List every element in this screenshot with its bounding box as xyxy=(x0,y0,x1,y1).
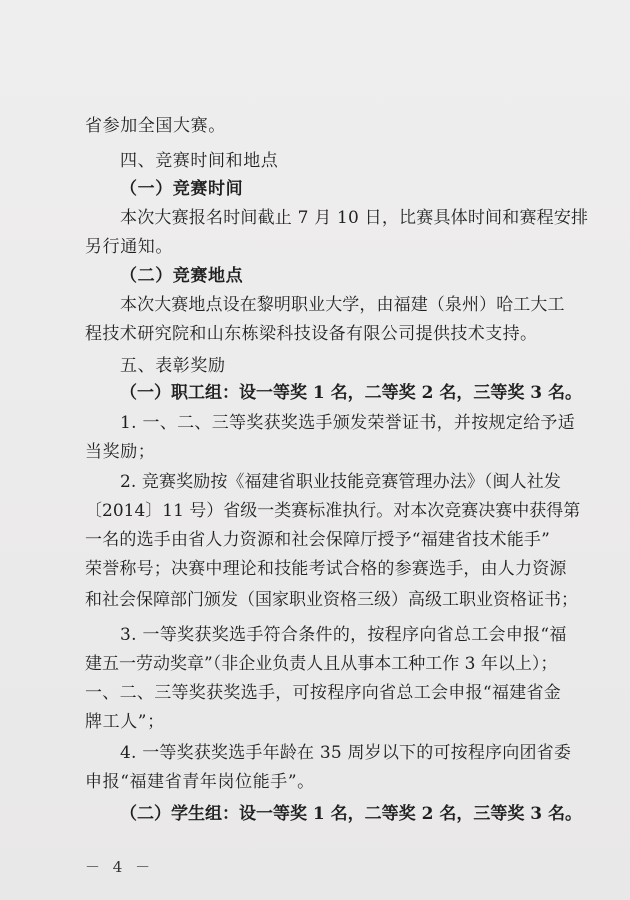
paragraph-line: 一、二、三等奖获奖选手，可按程序向省总工会申报“福建省金 xyxy=(85,683,562,703)
paragraph-line: 程技术研究院和山东栋梁科技设备有限公司提供技术支持。 xyxy=(85,324,538,344)
paragraph-line: 本次大赛报名时间截止 7 月 10 日，比赛具体时间和赛程安排 xyxy=(120,208,589,228)
paragraph-line: 建五一劳动奖章”（非企业负责人且从事本工种工作 3 年以上）； xyxy=(85,654,558,674)
paragraph-line: 和社会保障部门颁发（国家职业资格三级）高级工职业资格证书； xyxy=(85,590,578,610)
paragraph-line: 另行通知。 xyxy=(85,237,173,257)
paragraph-line: 当奖励； xyxy=(85,442,156,462)
paragraph-line: 一名的选手由省人力资源和社会保障厅授予“福建省技术能手” xyxy=(85,530,550,550)
paragraph-line: 荣誉称号；决赛中理论和技能考试合格的参赛选手，由人力资源 xyxy=(85,559,567,579)
subsection-heading: （一）竞赛时间 xyxy=(120,179,244,199)
paragraph-line: 2. 竞赛奖励按《福建省职业技能竞赛管理办法》（闽人社发 xyxy=(120,472,561,492)
paragraph-line: 本次大赛地点设在黎明职业大学，由福建（泉州）哈工大工 xyxy=(120,295,565,315)
award-heading: （一）职工组：设一等奖 1 名，二等奖 2 名，三等奖 3 名。 xyxy=(120,383,582,403)
paragraph-line: 4. 一等奖获奖选手年龄在 35 周岁以下的可按程序向团省委 xyxy=(120,743,572,763)
page-number: － 4 － xyxy=(85,858,155,876)
paragraph-line: 省参加全国大赛。 xyxy=(85,116,226,136)
paragraph-line: 1. 一、二、三等奖获奖选手颁发荣誉证书，并按规定给予适 xyxy=(120,413,576,433)
paragraph-line: 牌工人”； xyxy=(85,712,165,732)
paragraph-line: 3. 一等奖获奖选手符合条件的，按程序向省总工会申报“福 xyxy=(120,625,567,645)
section-heading: 四、竞赛时间和地点 xyxy=(120,151,279,171)
subsection-heading: （二）竞赛地点 xyxy=(120,266,244,286)
paragraph-line: 申报“福建省青年岗位能手”。 xyxy=(85,772,315,792)
award-heading: （二）学生组：设一等奖 1 名，二等奖 2 名，三等奖 3 名。 xyxy=(120,804,582,824)
paragraph-line: 〔2014〕11 号）省级一类赛标准执行。对本次竞赛决赛中获得第 xyxy=(85,501,581,521)
section-heading: 五、表彰奖励 xyxy=(120,356,226,376)
